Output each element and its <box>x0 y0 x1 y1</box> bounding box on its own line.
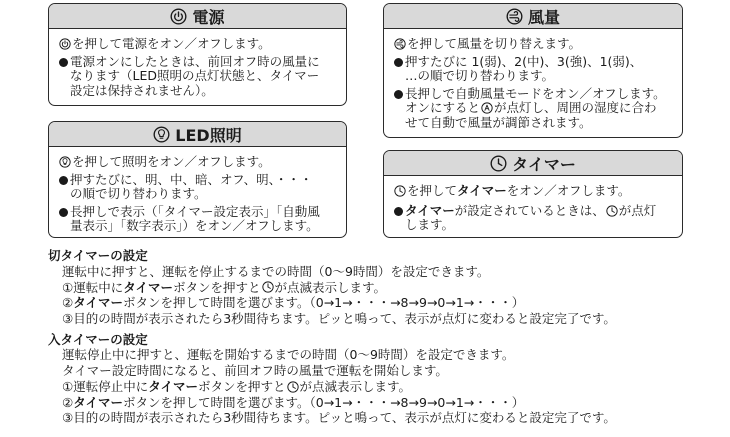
bullet-line <box>70 187 342 202</box>
bullet-text: 押すたびに 1(弱)、2(中)、3(強)、1(弱)、 <box>405 53 643 69</box>
bullet-text: の順で切り替わります。 <box>70 186 207 201</box>
timer-icon <box>606 205 618 217</box>
timer-icon <box>262 281 274 293</box>
step-text: が点滅表示します。 <box>299 378 412 394</box>
description-text: 運転中に押すと、運転を停止するまでの時間（0〜9時間）を設定できます。 <box>62 263 490 279</box>
on-timer-step-2 <box>48 395 688 411</box>
note-text: タイマー設定時間になると、前回オフ時の風量で運転を開始します。 <box>62 363 448 379</box>
auto-icon <box>481 102 493 114</box>
bullet-text: が点灯し、周囲の湿度に合わ <box>494 100 657 115</box>
power-icon <box>170 8 187 25</box>
led-section-header <box>49 122 346 147</box>
bullet-line <box>405 204 678 219</box>
step-text: ボタンを押して時間を選びます。（0→1→・・・→8→9→0→1→・・・） <box>122 295 525 311</box>
step-emphasis: タイマー <box>123 279 173 295</box>
bullet-line <box>70 205 342 220</box>
power-intro <box>58 37 342 52</box>
bullet-text: します。 <box>405 217 455 232</box>
bullet-text: …の順で切り替わります。 <box>405 68 555 83</box>
step-text: ボタンを押して時間を選びます。（0→1→・・・→8→9→0→1→・・・） <box>122 394 525 410</box>
bullet-line <box>405 101 678 116</box>
off-timer-section <box>48 248 688 327</box>
step-text: ③目的の時間が表示されたら3秒間待ちます。ピッと鳴って、表示が点灯に変わると設定完了です。 <box>62 311 616 327</box>
on-timer-step-1 <box>48 379 688 395</box>
bullet-text: せて自動で風量が調節されます。 <box>405 114 592 130</box>
bullet-icon <box>59 58 68 67</box>
off-timer-description <box>48 264 688 280</box>
led-light-icon <box>153 126 170 143</box>
fan-intro <box>393 37 678 52</box>
on-timer-step-3 <box>48 410 688 426</box>
bullet-text: が点灯 <box>618 202 657 218</box>
power-section-header <box>49 4 346 29</box>
bullet-line <box>405 55 678 70</box>
bullet-icon <box>394 207 403 216</box>
timer-icon <box>394 185 406 197</box>
timer-intro <box>393 184 678 199</box>
bullet-icon <box>394 58 403 67</box>
bullet-text: 設定は保持されません）。 <box>70 82 214 98</box>
bullet-line <box>405 116 678 131</box>
off-timer-step-2 <box>48 295 688 311</box>
bullet-line <box>70 69 342 84</box>
step-emphasis: タイマー <box>148 378 198 394</box>
led-section-title: LED照明 <box>175 125 242 145</box>
fan-speed-section-header <box>384 4 682 29</box>
step-text: ③目的の時間が表示されたら3秒間待ちます。ピッと鳴って、表示が点灯に変わると設定完了です。 <box>62 410 616 426</box>
off-timer-heading <box>48 248 688 264</box>
bullet-line <box>405 69 678 84</box>
step-emphasis: タイマー <box>73 394 123 410</box>
on-timer-section <box>48 332 688 427</box>
step-text: ② <box>62 295 74 311</box>
bullet-line <box>70 219 342 234</box>
bullet-text: 長押しで表示（「タイマー設定表示」「自動風 <box>70 203 320 219</box>
power-intro-text: を押して電源をオン／オフします。 <box>72 36 271 51</box>
led-section <box>48 121 347 238</box>
step-text: ② <box>62 394 74 410</box>
power-bullet-1 <box>58 55 342 99</box>
bullet-line <box>70 173 342 188</box>
off-timer-heading-text: 切タイマーの設定 <box>48 248 148 263</box>
on-timer-description <box>48 347 688 363</box>
fan-bullet-1 <box>393 55 678 84</box>
power-section-title: 電源 <box>192 7 225 27</box>
led-bullet-1 <box>58 173 342 202</box>
bullet-text: なります（LED照明の点灯状態と、タイマー <box>70 68 320 83</box>
step-text: ①運転停止中に <box>62 378 149 394</box>
fan-speed-icon <box>506 8 523 25</box>
timer-icon <box>287 381 299 393</box>
timer-intro-text: をオン／オフします。 <box>506 183 631 198</box>
bullet-text: オンにすると <box>405 100 481 115</box>
off-timer-step-3 <box>48 311 688 327</box>
on-timer-heading <box>48 332 688 348</box>
step-text: ボタンを押すと <box>197 378 286 394</box>
led-light-icon <box>59 156 71 168</box>
bullet-line <box>405 218 678 233</box>
bullet-icon <box>59 208 68 217</box>
timer-section-body <box>384 176 682 233</box>
fan-speed-section <box>383 3 683 138</box>
led-intro-text: を押して照明をオン／オフします。 <box>72 154 271 169</box>
step-emphasis: タイマー <box>73 295 123 311</box>
bullet-icon <box>394 90 403 99</box>
bullet-line <box>70 84 342 99</box>
bullet-text: 量表示」「数字表示」）をオン／オフします。 <box>70 218 319 233</box>
bullet-icon <box>59 176 68 185</box>
power-section-body <box>49 29 346 98</box>
timer-icon <box>490 155 507 172</box>
on-timer-heading-text: 入タイマーの設定 <box>48 331 148 347</box>
fan-bullet-2 <box>393 87 678 131</box>
bullet-line <box>405 87 678 102</box>
bullet-text: 長押しで自動風量モードをオン／オフします。 <box>405 85 666 101</box>
bullet-text: 押すたびに、明、中、暗、オフ、明、・・・ <box>70 171 313 187</box>
fan-speed-icon <box>394 38 406 50</box>
bullet-line <box>70 55 342 70</box>
description-text: 運転停止中に押すと、運転を開始するまでの時間（0〜9時間）を設定できます。 <box>62 347 515 363</box>
step-text: ①運転中に <box>62 279 124 295</box>
off-timer-step-1 <box>48 280 688 296</box>
on-timer-note <box>48 363 688 379</box>
step-text: が点滅表示します。 <box>274 279 387 295</box>
fan-speed-section-title: 風量 <box>527 7 560 27</box>
led-section-body <box>49 147 346 234</box>
step-text: ボタンを押すと <box>172 279 261 295</box>
timer-section-header <box>384 151 682 176</box>
timer-intro-emphasis: タイマー <box>457 183 507 198</box>
led-intro <box>58 155 342 170</box>
bullet-text: が設定されているときは、 <box>454 202 605 218</box>
timer-bullet-1 <box>393 204 678 233</box>
bullet-emphasis: タイマー <box>405 202 455 218</box>
power-section <box>48 3 347 106</box>
power-icon <box>59 38 71 50</box>
bullet-text: 電源オンにしたときは、前回オフ時の風量に <box>70 53 320 69</box>
led-bullet-2 <box>58 205 342 234</box>
fan-intro-text: を押して風量を切り替えます。 <box>407 36 582 51</box>
timer-section-title: タイマー <box>512 154 576 174</box>
fan-speed-section-body <box>384 29 682 130</box>
timer-section <box>383 150 683 238</box>
timer-intro-text: を押して <box>407 183 458 198</box>
